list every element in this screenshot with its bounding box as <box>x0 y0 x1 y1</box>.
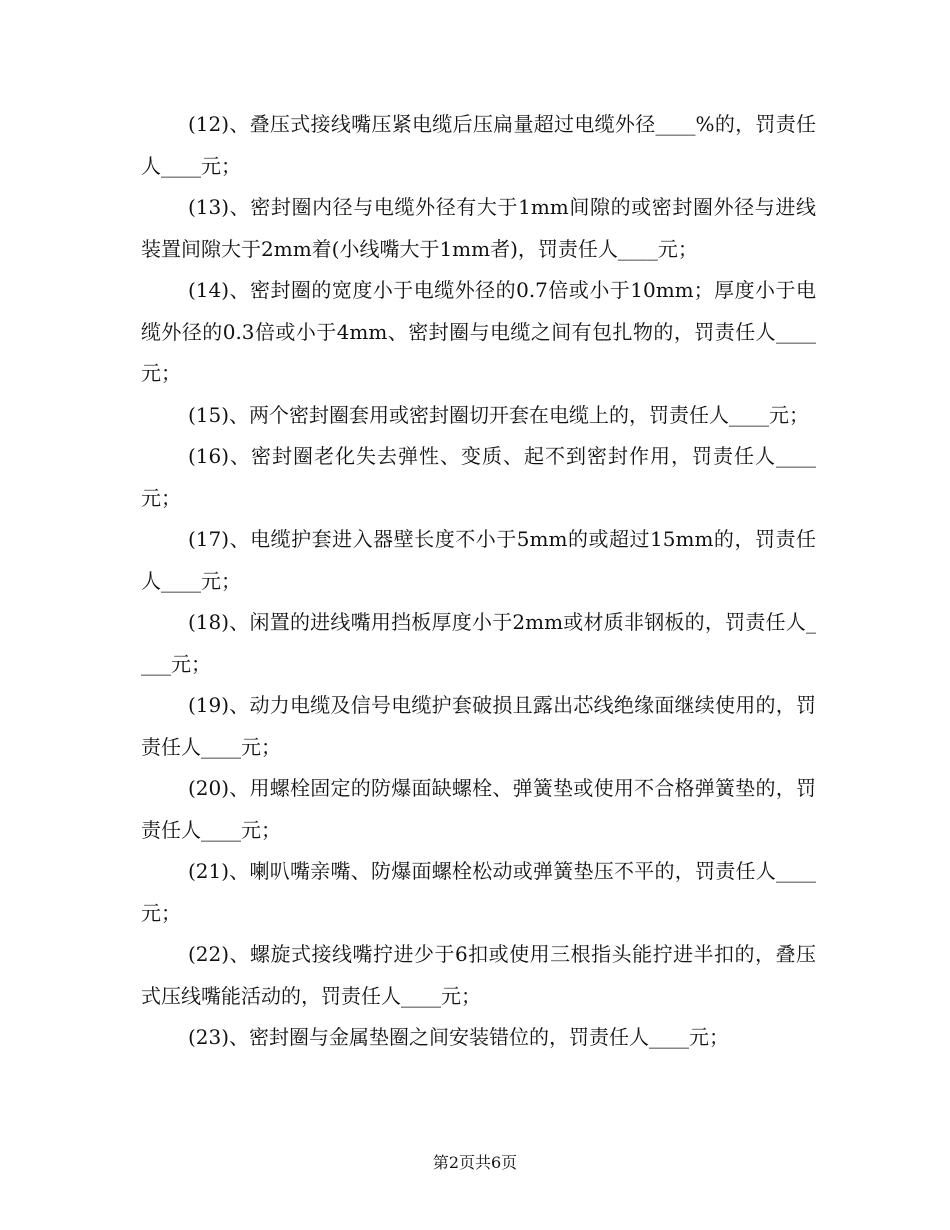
clause-20: (20)、用螺栓固定的防爆面缺螺栓、弹簧垫或使用不合格弹簧垫的，罚责任人____元； <box>141 776 816 842</box>
clause-22: (22)、螺旋式接线嘴拧进少于6扣或使用三根指头能拧进半扣的，叠压式压线嘴能活动的，罚责任人____元； <box>141 942 816 1008</box>
page-number-footer: 第2页共6页 <box>432 1153 518 1172</box>
clause-23: (23)、密封圈与金属垫圈之间安装错位的，罚责任人____元； <box>188 1025 730 1049</box>
clause-14: (14)、密封圈的宽度小于电缆外径的0.7倍或小于10mm；厚度小于电缆外径的0.3倍或小于4mm、密封圈与电缆之间有包扎物的，罚责任人____元； <box>141 278 816 385</box>
clause-19: (19)、动力电缆及信号电缆护套破损且露出芯线绝缘面继续使用的，罚责任人____元； <box>141 693 816 759</box>
clause-13: (13)、密封圈内径与电缆外径有大于1mm间隙的或密封圈外径与进线装置间隙大于2mm着(小线嘴大于1mm者)，罚责任人____元； <box>141 195 816 261</box>
clause-16: (16)、密封圈老化失去弹性、变质、起不到密封作用，罚责任人____元； <box>141 444 816 510</box>
document-body <box>141 104 816 1059</box>
clause-15: (15)、两个密封圈套用或密封圈切开套在电缆上的，罚责任人____元； <box>188 402 810 427</box>
clause-17: (17)、电缆护套进入器壁长度不小于5mm的或超过15mm的，罚责任人____元； <box>141 527 816 593</box>
clause-18: (18)、闲置的进线嘴用挡板厚度小于2mm或材质非钢板的，罚责任人____元； <box>141 610 816 676</box>
clause-12: (12)、叠压式接线嘴压紧电缆后压扁量超过电缆外径____%的，罚责任人____元； <box>141 112 816 178</box>
clause-21: (21)、喇叭嘴亲嘴、防爆面螺栓松动或弹簧垫压不平的，罚责任人____元； <box>141 859 816 925</box>
